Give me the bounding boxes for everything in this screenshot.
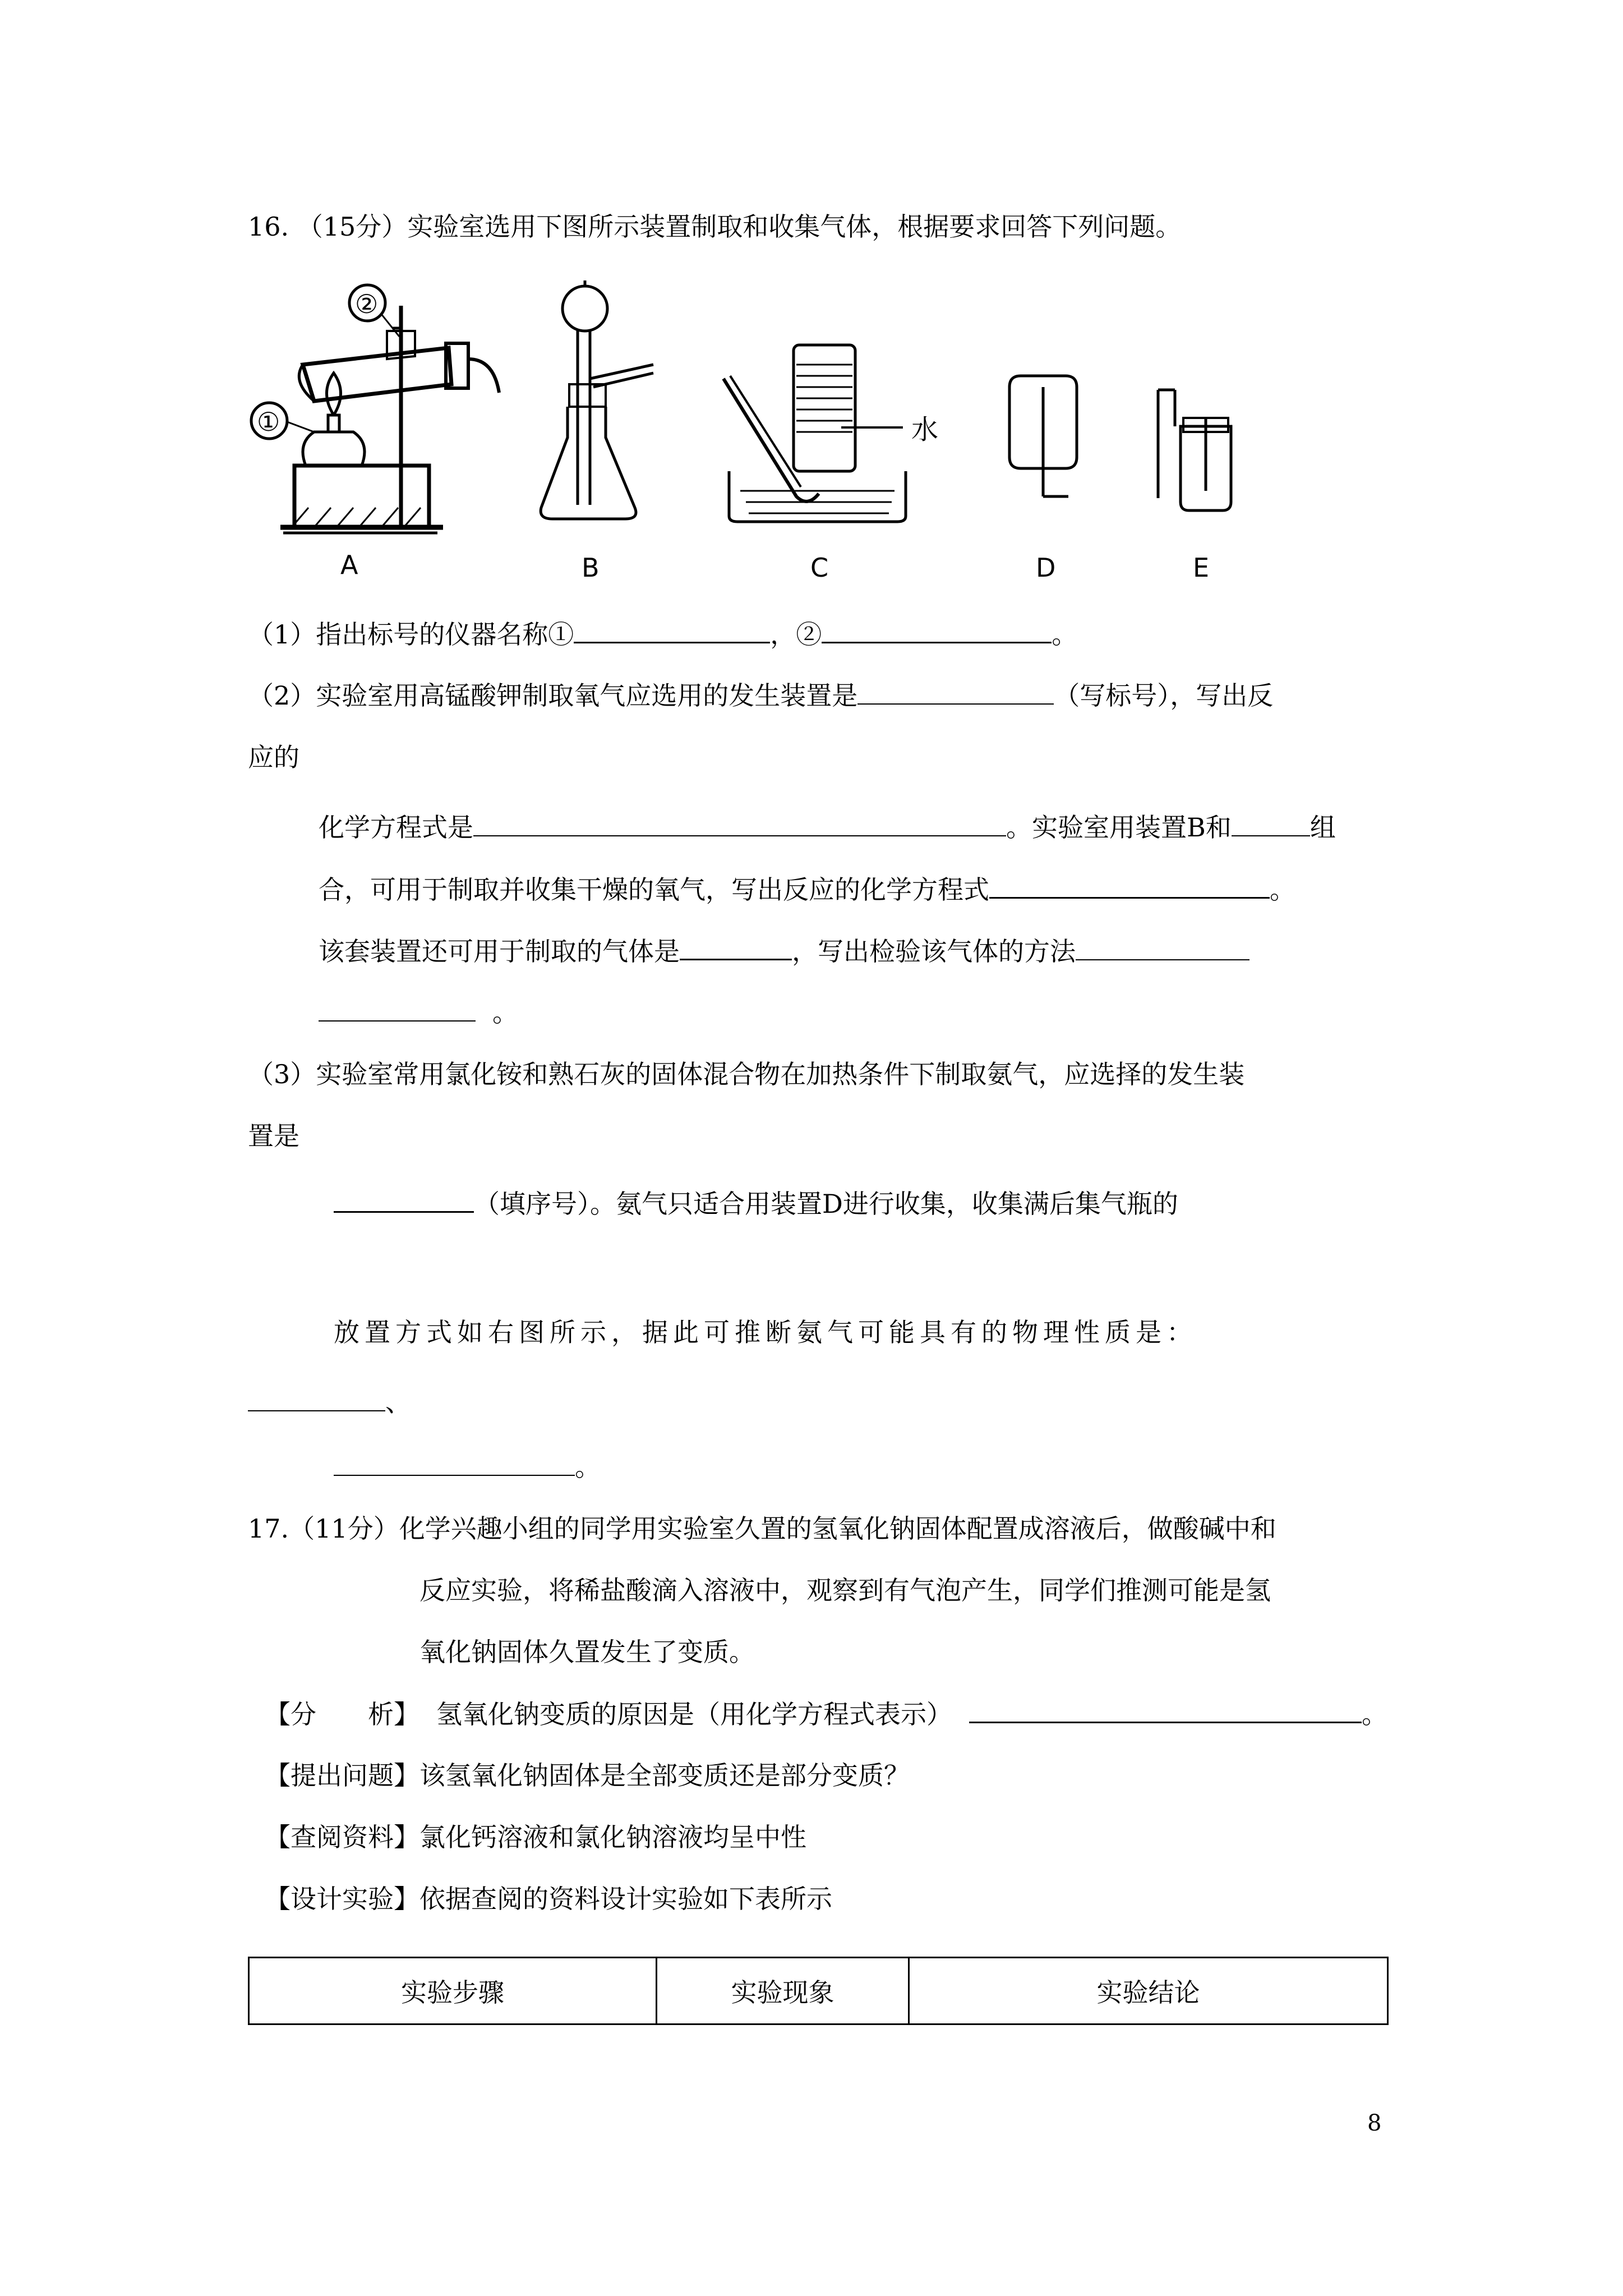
answer-blank-11[interactable] bbox=[248, 1386, 385, 1411]
answer-blank-12[interactable] bbox=[334, 1450, 575, 1476]
figure-label-e: E bbox=[1193, 553, 1210, 583]
q16-heading: 16. （15分）实验室选用下图所示装置制取和收集气体，根据要求回答下列问题。 bbox=[248, 211, 1182, 242]
q16-part3-line2: 置是 bbox=[248, 1121, 299, 1151]
answer-blank-8[interactable] bbox=[1076, 935, 1249, 960]
q16-part2-b-end: 组 bbox=[1310, 812, 1336, 843]
q17-analysis bbox=[265, 1697, 1387, 1731]
analysis-end: 。 bbox=[1362, 1699, 1387, 1729]
figure-label-c: C bbox=[810, 553, 829, 583]
answer-blank-4[interactable] bbox=[473, 811, 1006, 836]
answer-blank-7[interactable] bbox=[680, 934, 792, 960]
page-number: 8 bbox=[1367, 2110, 1382, 2136]
q16-part1-sep: ，② bbox=[770, 619, 822, 650]
marker-1: ① bbox=[257, 407, 280, 437]
q16-part2-c: 合，可用于制取并收集干燥的氧气，写出反应的化学方程式 bbox=[319, 875, 989, 905]
apparatus-b-drawing bbox=[541, 280, 653, 519]
answer-blank-5[interactable] bbox=[1232, 811, 1310, 836]
q16-part2-line6 bbox=[319, 996, 518, 1029]
answer-blank-3[interactable] bbox=[857, 679, 1054, 705]
figure-label-b: B bbox=[582, 553, 600, 583]
q17-design bbox=[265, 1882, 832, 1916]
q16-part3-e-end: 。 bbox=[575, 1452, 601, 1482]
analysis-tag: 【分 析】 bbox=[265, 1699, 419, 1729]
question-text: 该氢氧化钠固体是全部变质还是部分变质？ bbox=[419, 1760, 910, 1791]
q16-part2-a: （2）实验室用高锰酸钾制取氧气应选用的发生装置是 bbox=[248, 680, 858, 711]
answer-blank-2[interactable] bbox=[822, 617, 1052, 643]
reference-tag: 【查阅资料】 bbox=[265, 1822, 419, 1852]
q16-part3-line6 bbox=[334, 1450, 601, 1484]
marker-2: ② bbox=[355, 289, 379, 319]
q16-part1-end: 。 bbox=[1052, 619, 1078, 650]
apparatus-e-drawing bbox=[1158, 390, 1231, 510]
apparatus-c-drawing bbox=[723, 345, 906, 522]
question-tag: 【提出问题】 bbox=[265, 1760, 419, 1791]
apparatus-d-drawing bbox=[1009, 376, 1077, 496]
apparatus-figure bbox=[0, 0, 1623, 617]
q16-part2-line5 bbox=[319, 934, 1249, 968]
q17-line2: 反应实验，将稀盐酸滴入溶液中，观察到有气泡产生，同学们推测可能是氢 bbox=[419, 1575, 1271, 1605]
q16-part3-d-sep: 、 bbox=[385, 1387, 411, 1418]
q16-part2-line3 bbox=[319, 811, 1336, 844]
figure-label-d: D bbox=[1036, 553, 1056, 583]
q17-reference bbox=[265, 1820, 806, 1854]
reference-text: 氯化钙溶液和氯化钠溶液均呈中性 bbox=[419, 1822, 806, 1852]
water-label: 水 bbox=[911, 414, 939, 445]
q16-part2-b: 化学方程式是 bbox=[319, 812, 473, 843]
answer-blank-9[interactable] bbox=[319, 996, 476, 1022]
q16-part3-b-after: （填序号）。氨气只适合用装置D进行收集，收集满后集气瓶的 bbox=[474, 1189, 1178, 1219]
analysis-text: 氢氧化钠变质的原因是（用化学方程式表示） bbox=[436, 1699, 952, 1729]
header-conclusion: 实验结论 bbox=[909, 1958, 1388, 2024]
q16-part3-line1: （3）实验室常用氯化铵和熟石灰的固体混合物在加热条件下制取氨气，应选择的发生装 bbox=[248, 1059, 1245, 1089]
q16-part2-line2: 应的 bbox=[248, 742, 299, 772]
q16-part1 bbox=[248, 617, 1077, 651]
q16-part3-line3 bbox=[334, 1186, 1178, 1221]
figure-label-a: A bbox=[340, 550, 358, 580]
q16-part3-line5 bbox=[248, 1386, 411, 1419]
q16-part2-a-after: （写标号），写出反 bbox=[1054, 680, 1274, 711]
q16-part2-b-after: 。实验室用装置B和 bbox=[1006, 812, 1232, 843]
header-phenomena: 实验现象 bbox=[657, 1958, 909, 2024]
q16-part3-line4: 放置方式如右图所示，据此可推断氨气可能具有的物理性质是： bbox=[334, 1317, 1197, 1347]
answer-blank-13[interactable] bbox=[969, 1697, 1362, 1723]
q16-part2-e-end: 。 bbox=[492, 997, 518, 1028]
design-tag: 【设计实验】 bbox=[265, 1884, 419, 1914]
experiment-table bbox=[248, 1957, 1389, 2025]
table-header-row bbox=[249, 1958, 1388, 2024]
q16-part2-d: 该套装置还可用于制取的气体是 bbox=[319, 936, 680, 967]
header-steps: 实验步骤 bbox=[249, 1958, 657, 2024]
apparatus-a-drawing bbox=[251, 285, 499, 533]
q16-part2-line4 bbox=[319, 872, 1295, 907]
design-text: 依据查阅的资料设计实验如下表所示 bbox=[419, 1884, 832, 1914]
q17-line1: 17.（11分）化学兴趣小组的同学用实验室久置的氢氧化钠固体配置成溶液后，做酸碱中和 bbox=[248, 1513, 1276, 1544]
q16-part2-line1 bbox=[248, 679, 1273, 712]
answer-blank-1[interactable] bbox=[574, 617, 770, 643]
q16-part2-d-after: ，写出检验该气体的方法 bbox=[792, 936, 1076, 967]
q16-part2-c-end: 。 bbox=[1270, 875, 1295, 905]
q16-part1-prefix: （1）指出标号的仪器名称① bbox=[248, 619, 574, 650]
q17-line3: 氧化钠固体久置发生了变质。 bbox=[419, 1637, 755, 1667]
answer-blank-10[interactable] bbox=[334, 1186, 474, 1213]
q17-question bbox=[265, 1759, 910, 1792]
answer-blank-6[interactable] bbox=[989, 872, 1270, 899]
